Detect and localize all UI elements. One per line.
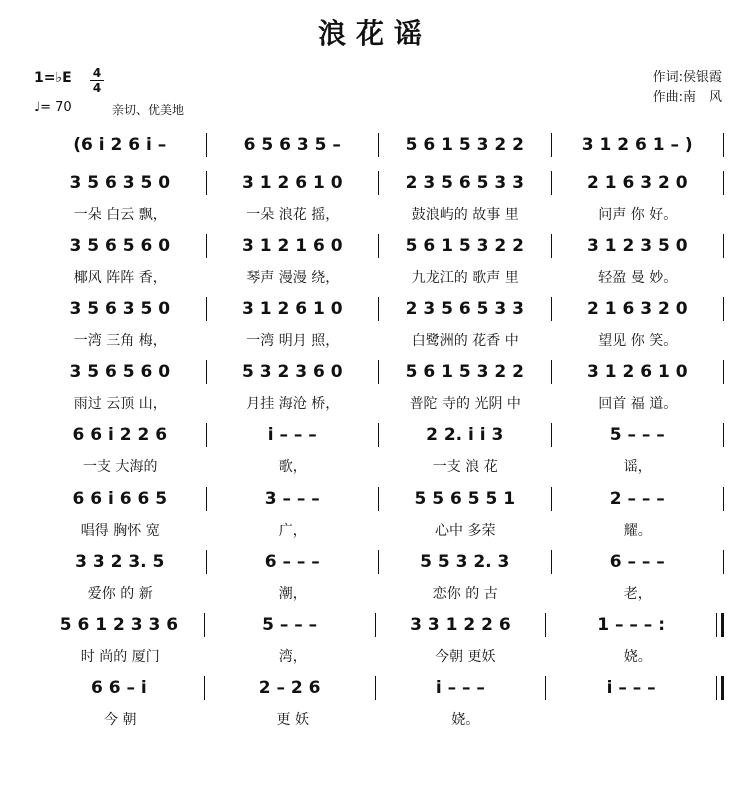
lyric-segment: 恋你 的 古 (432, 586, 498, 602)
lyric-segment (552, 709, 725, 729)
lyric-segment: 今朝 更妖 (435, 649, 496, 665)
measure: 3 1 2 6 1 0 (241, 299, 343, 319)
lyric-segment: 九龙江的 歌声 里 (411, 270, 519, 286)
measure: 2 2. i i 3 (426, 425, 504, 445)
credits (653, 68, 722, 108)
tempo-marking: ♩= 70 (34, 100, 72, 115)
notation-line (34, 296, 724, 322)
measure: 5 5 3 2. 3 (420, 552, 510, 572)
lyric-segment: 一湾 三角 梅， (73, 333, 167, 349)
measure: 5 5 6 5 5 1 (414, 489, 516, 509)
measure: 3 1 2 6 1 0 (241, 173, 343, 193)
measure: 1 – – – : (597, 615, 666, 635)
measure: 5 6 1 5 3 2 2 (405, 362, 524, 382)
lyric-segment: 湾， (278, 649, 307, 665)
measure: 5 6 1 5 3 2 2 (405, 135, 524, 155)
lyric-segment: 歌， (278, 459, 307, 475)
measure: 3 5 6 3 5 0 (69, 173, 171, 193)
lyric-segment: 娆。 (623, 649, 652, 665)
lyrics-line (34, 520, 724, 540)
lyrics-line (34, 393, 724, 413)
lyric-segment: 唱得 胸怀 宽 (80, 523, 160, 539)
measure: 3 3 2 3. 5 (75, 552, 165, 572)
lyric-segment: 娆。 (451, 712, 480, 728)
measure: 2 – 2 6 (258, 678, 321, 698)
notation-line (34, 675, 724, 701)
key-signature: 1=♭E (34, 70, 72, 86)
measure: 2 – – – (609, 489, 665, 509)
barline (716, 676, 724, 700)
measure: 5 6 1 5 3 2 2 (405, 236, 524, 256)
measure: 3 1 2 3 5 0 (586, 236, 688, 256)
lyric-segment: 时 尚的 厦门 (80, 649, 160, 665)
measure: 3 3 1 2 2 6 (410, 615, 511, 635)
measure: 6 – – – (609, 552, 665, 572)
lyric-segment: 望见 你 笑。 (598, 333, 678, 349)
lyric-segment: 耀。 (623, 523, 652, 539)
measure: 5 6 1 2 3 3 6 (59, 615, 179, 635)
time-sig-top: 4 (90, 66, 104, 81)
measure: 2 1 6 3 2 0 (586, 299, 688, 319)
barline (723, 297, 724, 321)
lyric-segment: 一朵 白云 飘， (73, 207, 167, 223)
lyrics-line (34, 646, 724, 666)
time-sig-bottom: 4 (92, 81, 102, 95)
measure: 5 – – – (609, 425, 665, 445)
measure: 2 1 6 3 2 0 (586, 173, 688, 193)
lyric-segment: 月挂 海沧 桥， (246, 396, 340, 412)
lyric-segment: 普陀 寺的 光阴 中 (409, 396, 521, 412)
lyric-segment: 广， (278, 523, 307, 539)
time-signature (90, 66, 104, 95)
lyricist-credit: 作词:侯银霞 (652, 70, 722, 85)
lyric-segment: 琴声 漫漫 绕， (246, 270, 340, 286)
lyric-segment: 鼓浪屿的 故事 里 (411, 207, 519, 223)
measure: 5 – – – (262, 615, 318, 635)
notation-line (34, 486, 724, 512)
measure: 6 6 – i (91, 678, 147, 698)
lyric-segment: 回首 福 道。 (598, 396, 678, 412)
notation-line (34, 549, 724, 575)
barline (723, 133, 724, 157)
lyric-segment: 爱你 的 新 (87, 586, 153, 602)
lyric-segment: 问声 你 好。 (598, 207, 678, 223)
barline (723, 171, 724, 195)
measure: 3 5 6 5 6 0 (69, 236, 171, 256)
measure: 6 – – – (264, 552, 320, 572)
lyrics-line (34, 583, 724, 603)
lyrics-line (34, 204, 724, 224)
barline (723, 423, 724, 447)
measure: (6 i 2 6 i – (73, 135, 167, 155)
notation-line (34, 233, 724, 259)
lyrics-line (34, 267, 724, 287)
composer-credit: 作曲:南 风 (652, 90, 722, 105)
notation-line (34, 359, 724, 385)
measure: 2 3 5 6 5 3 3 (405, 299, 524, 319)
lyric-segment: 一支 浪 花 (432, 459, 498, 475)
measure: 3 5 6 3 5 0 (69, 299, 171, 319)
lyrics-line (34, 456, 724, 476)
lyric-segment: 更 妖 (276, 712, 309, 728)
song-title: 浪花谣 (317, 17, 432, 50)
measure: i – – – (435, 678, 485, 698)
measure: 3 – – – (264, 489, 320, 509)
measure: 3 5 6 5 6 0 (69, 362, 171, 382)
lyric-segment: 一湾 明月 照， (246, 333, 340, 349)
lyric-segment: 椰风 阵阵 香， (73, 270, 167, 286)
notation-line (34, 422, 724, 448)
barline (723, 487, 724, 511)
lyric-segment: 今 朝 (104, 712, 137, 728)
barline (723, 234, 724, 258)
notation-line (34, 132, 724, 158)
measure: i – – – (606, 678, 656, 698)
lyric-segment: 一支 大海的 (83, 459, 158, 475)
measure: 6 6 i 6 6 5 (72, 489, 168, 509)
lyric-segment: 心中 多荣 (435, 523, 496, 539)
lyrics-line (34, 709, 724, 729)
notation-line (34, 170, 724, 196)
measure: 3 1 2 1 6 0 (241, 236, 343, 256)
barline (716, 613, 724, 637)
expression-marking: 亲切、优美地 (112, 103, 185, 117)
lyrics-line (34, 330, 724, 350)
measure: 3 1 2 6 1 0 (586, 362, 688, 382)
lyric-segment: 一朵 浪花 摇， (246, 207, 340, 223)
lyric-segment: 谣， (623, 459, 652, 475)
lyric-segment: 轻盈 曼 妙。 (598, 270, 678, 286)
lyric-segment: 潮， (278, 586, 307, 602)
measure: 2 3 5 6 5 3 3 (405, 173, 524, 193)
lyric-segment: 雨过 云顶 山， (73, 396, 167, 412)
lyric-segment: 老， (623, 586, 652, 602)
barline (723, 550, 724, 574)
measure: 5 3 2 3 6 0 (241, 362, 343, 382)
measure: 3 1 2 6 1 – ) (581, 135, 693, 155)
measure: i – – – (267, 425, 317, 445)
measure: 6 5 6 3 5 – (243, 135, 341, 155)
notation-line (34, 612, 724, 638)
barline (723, 360, 724, 384)
lyric-segment: 白鹭洲的 花香 中 (411, 333, 519, 349)
measure: 6 6 i 2 2 6 (72, 425, 168, 445)
